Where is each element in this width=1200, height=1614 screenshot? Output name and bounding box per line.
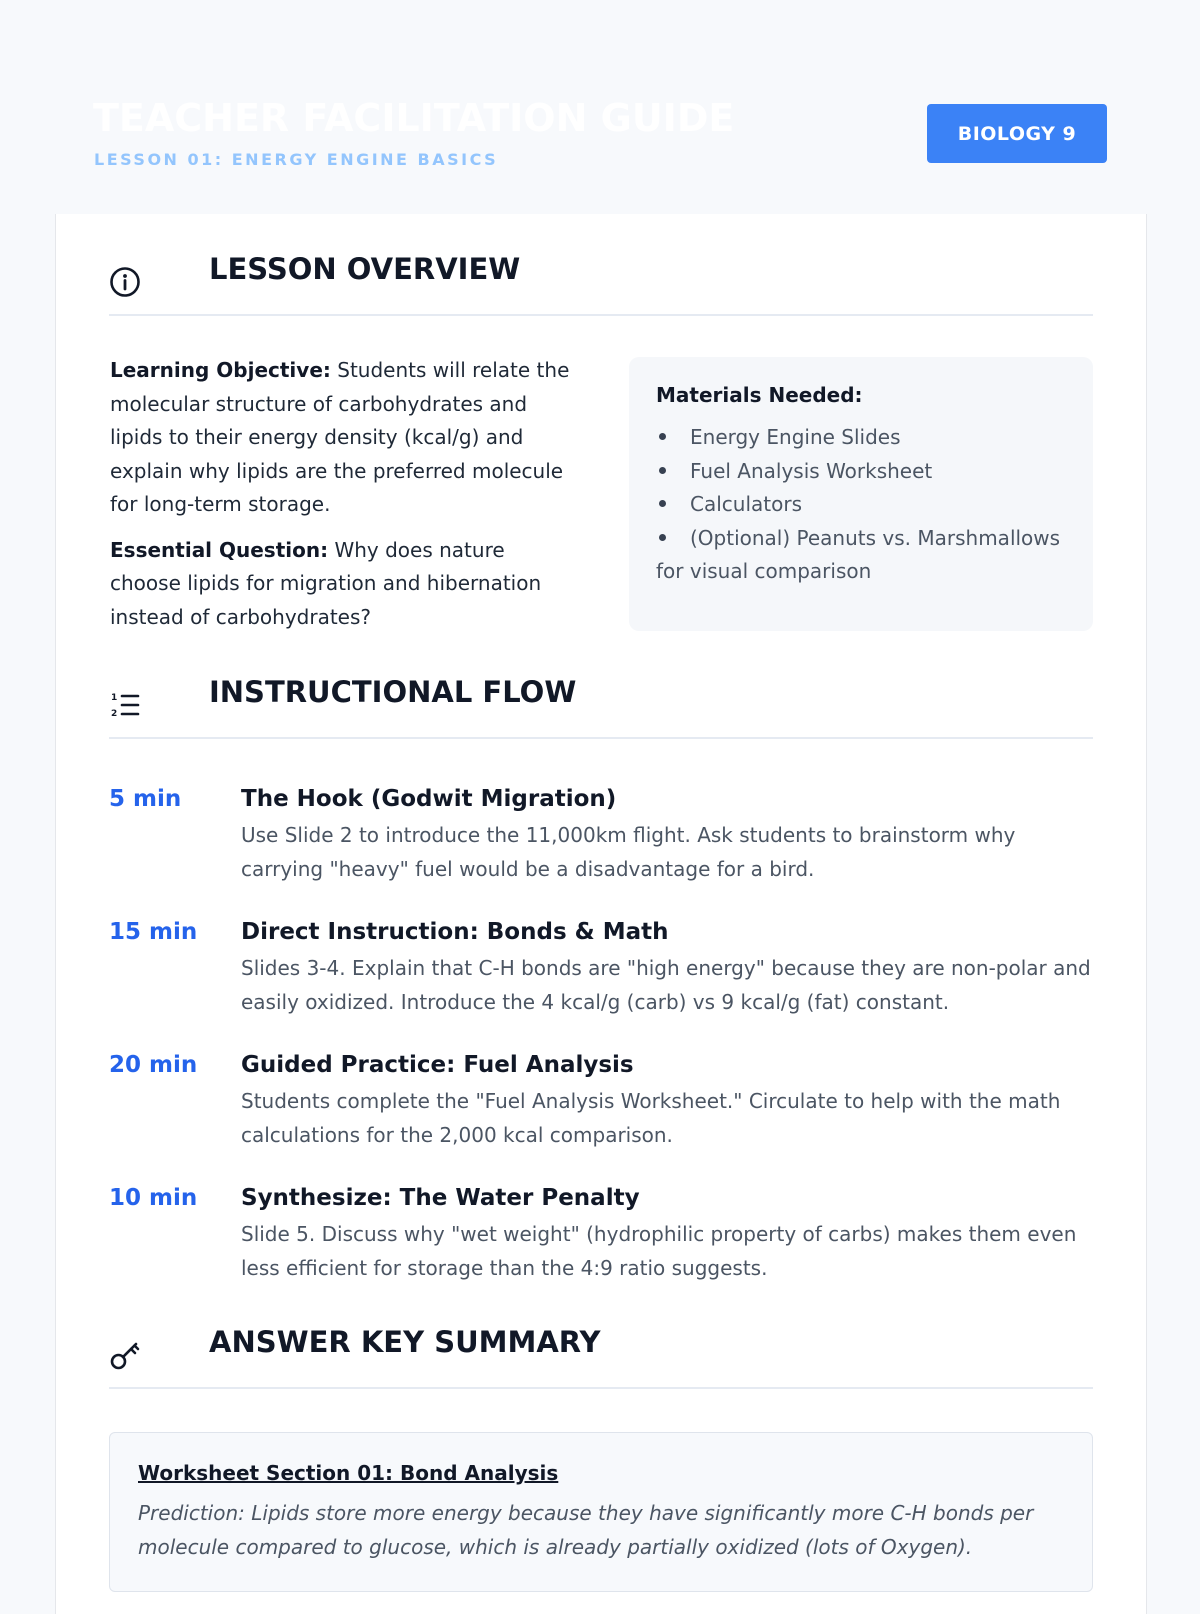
overview-header — [109, 252, 1093, 316]
step-duration: 10 min — [109, 1185, 198, 1211]
list-item — [656, 488, 1076, 522]
flow-heading: INSTRUCTIONAL FLOW — [209, 675, 577, 709]
answer-key-header — [109, 1325, 1093, 1389]
materials-list — [656, 421, 1076, 589]
overview-heading: LESSON OVERVIEW — [209, 252, 521, 286]
answer-box — [109, 1432, 1093, 1592]
step-duration: 15 min — [109, 919, 198, 945]
objective-text: Students will relate the molecular structure of carbohydrates and lipids to their energy density (kcal/g) and explain why lipids are the preferred molecule for long-term storage. — [110, 358, 570, 516]
material-label: (Optional) Peanuts vs. Marshmallows for visual comparison — [656, 525, 1061, 583]
step-description: Use Slide 2 to introduce the 11,000km flight. Ask students to brainstorm why carrying "heavy" fuel would be a disadvantage for a bird. — [241, 823, 1016, 881]
learning-objective — [110, 354, 580, 522]
document-header — [0, 0, 1200, 214]
materials-box — [629, 357, 1093, 631]
material-label: Calculators — [690, 492, 802, 516]
list-item — [656, 455, 1076, 489]
info-icon — [109, 266, 141, 298]
lesson-subtitle: LESSON 01: ENERGY ENGINE BASICS — [94, 150, 499, 169]
svg-text:1: 1 — [111, 693, 118, 703]
list-item — [656, 522, 1076, 589]
material-label: Fuel Analysis Worksheet — [690, 458, 933, 483]
step-description: Students complete the "Fuel Analysis Worksheet." Circulate to help with the math calculations for the 2,000 kcal comparison. — [241, 1089, 1061, 1147]
document-title: TEACHER FACILITATION GUIDE — [93, 96, 735, 140]
overview-text — [110, 354, 580, 646]
key-icon — [109, 1339, 141, 1371]
material-label: Energy Engine Slides — [690, 425, 901, 449]
svg-text:2: 2 — [111, 709, 118, 719]
step-title: The Hook (Godwit Migration) — [241, 786, 617, 812]
step-title: Direct Instruction: Bonds & Math — [241, 919, 669, 945]
answer-key-heading: ANSWER KEY SUMMARY — [209, 1325, 601, 1359]
step-title: Synthesize: The Water Penalty — [241, 1185, 640, 1211]
question-label: Essential Question: — [110, 537, 329, 562]
objective-label: Learning Objective: — [110, 358, 331, 382]
numbered-list-icon — [109, 689, 141, 721]
step-description: Slides 3-4. Explain that C-H bonds are "high energy" because they are non-polar and easily oxidized. Introduce the 4 kcal/g (carb) vs 9 kcal/g (fat) constant. — [241, 956, 1091, 1014]
question-text: Why does nature choose lipids for migration and hibernation instead of carbohydrates? — [110, 537, 542, 629]
course-badge: BIOLOGY 9 — [927, 104, 1107, 163]
materials-heading: Materials Needed: — [656, 383, 863, 407]
step-duration: 5 min — [109, 786, 182, 812]
list-item — [656, 421, 1076, 455]
step-title: Guided Practice: Fuel Analysis — [241, 1052, 634, 1078]
step-duration: 20 min — [109, 1052, 198, 1078]
answer-section-title: Worksheet Section 01: Bond Analysis — [138, 1461, 559, 1485]
flow-header — [109, 675, 1093, 739]
step-description: Slide 5. Discuss why "wet weight" (hydrophilic property of carbs) makes them even less efficient for storage than the 4:9 ratio suggests. — [241, 1222, 1077, 1280]
guide-card — [55, 214, 1147, 1614]
answer-prediction: Prediction: Lipids store more energy because they have significantly more C-H bonds per molecule compared to glucose, which is already partially oxidized (lots of Oxygen). — [138, 1501, 1034, 1559]
essential-question — [110, 534, 580, 635]
